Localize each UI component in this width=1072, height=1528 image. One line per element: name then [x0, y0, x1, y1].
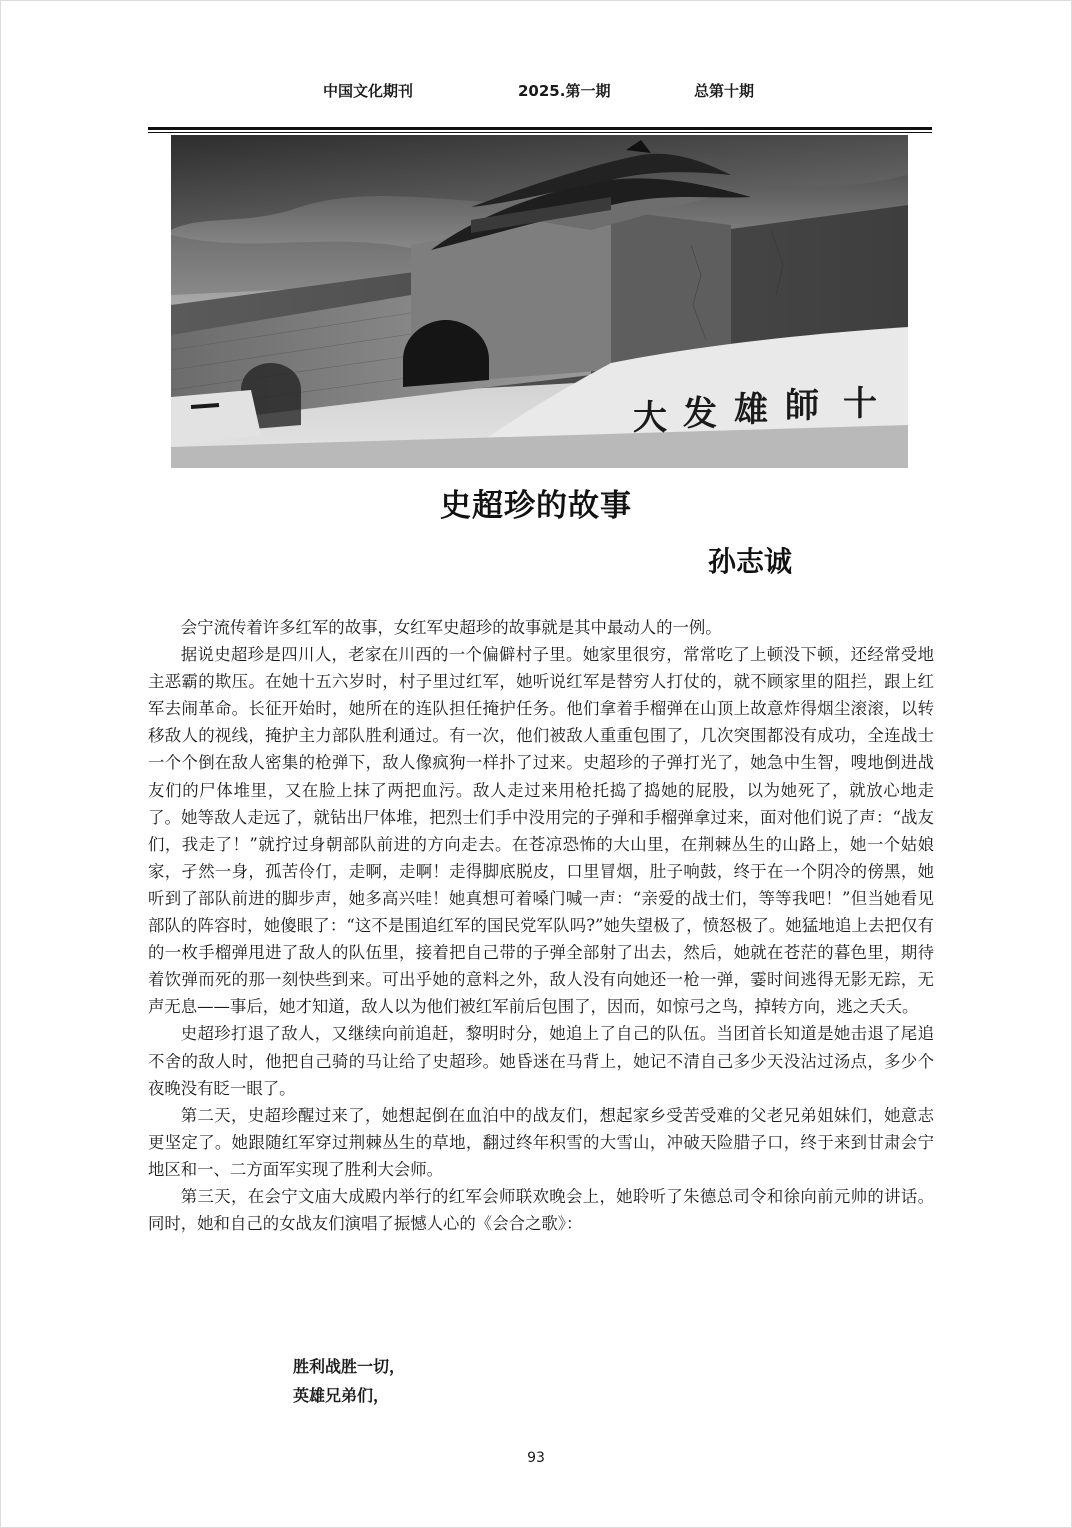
- article-author: 孙志诚: [708, 545, 793, 578]
- song-lyrics: [293, 1352, 405, 1410]
- issue-label: 2025.第一期: [518, 82, 611, 100]
- svg-text:十: 十: [843, 384, 877, 424]
- lyric-line: 英雄兄弟们，: [293, 1386, 390, 1405]
- paragraph: 第二天，史超珍醒过来了，她想起倒在血泊中的战友们，想起家乡受苦受难的父老兄弟姐妹们，她意志更坚定了。她跟随红军穿过荆棘丛生的草地，翻过终年积雪的大雪山，冲破天险腊子口，终于来到甘肃会宁地区和一、二方面军实现了胜利大会师。: [148, 1105, 934, 1179]
- paragraph: 据说史超珍是四川人，老家在川西的一个偏僻村子里。她家里很穷，常常吃了上顿没下顿，还经常受地主恶霸的欺压。在她十五六岁时，村子里过红军，她听说红军是替穷人打仗的，就不顾家里的阻拦，跟上红军去闹革命。长征开始时，她所在的连队担任掩护任务。他们拿着手榴弹在山顶上故意炸得烟尘滚滚，以转移敌人的视线，掩护主力部队胜利通过。有一次，他们被敌人重重包围了，几次突围都没有成功，全连战士一个个倒在敌人密集的枪弹下，敌人像疯狗一样扑了过来。史超珍的子弹打光了，她急中生智，嗖地倒进战友们的尸体堆里，又在脸上抹了两把血污。敌人走过来用枪托捣了捣她的屁股，以为她死了，就放心地走了。她等敌人走远了，就钻出尸体堆，把烈士们手中没用完的子弹和手榴弹拿过来，面对他们说了声：“战友们，我走了！”就拧过身朝部队前进的方向走去。在苍凉恐怖的大山里，在荆棘丛生的山路上，她一个姑娘家，孑然一身，孤苦伶仃，走啊，走啊！走得脚底脱皮，口里冒烟，肚子响鼓，终于在一个阴冷的傍黑，她听到了部队前进的脚步声，她多高兴哇！她真想可着嗓门喊一声：“亲爱的战士们，等等我吧！”但当她看见部队的阵容时，她傻眼了：“这不是围追红军的国民党军队吗?”她失望极了，愤怒极了。她猛地追上去把仅有的一枚手榴弹甩进了敌人的队伍里，接着把自己带的子弹全部射了出去，然后，她就在苍茫的暮色里，期待着饮弹而死的那一刻快些到来。可出乎她的意料之外，敌人没有向她还一枪一弹，霎时间逃得无影无踪，无声无息——事后，她才知道，敌人以为他们被红军前后包围了，因而，如惊弓之鸟，掉转方向，逃之夭夭。: [148, 645, 934, 1017]
- article-body: [148, 614, 934, 1237]
- header-rule-thin: [148, 132, 932, 133]
- svg-text:发: 发: [683, 394, 717, 434]
- svg-text:大: 大: [633, 398, 667, 438]
- paragraph: 会宁流传着许多红军的故事，女红军史超珍的故事就是其中最动人的一例。: [180, 618, 722, 637]
- journal-name: 中国文化期刊: [323, 82, 414, 100]
- svg-text:師: 師: [785, 386, 819, 426]
- article-title: 史超珍的故事: [440, 488, 632, 524]
- header-rule-thick: [148, 127, 932, 130]
- paragraph: 第三天，在会宁文庙大成殿内举行的红军会师联欢晚会上，她聆听了朱德总司令和徐向前元帅的讲话。同时，她和自己的女战友们演唱了振憾人心的《会合之歌》：: [148, 1186, 934, 1234]
- lyric-line: 胜利战胜一切，: [293, 1357, 406, 1376]
- svg-text:雄: 雄: [734, 390, 768, 430]
- paragraph: 史超珍打退了敌人，又继续向前追赶，黎明时分，她追上了自己的队伍。当团首长知道是她击退了尾追不舍的敌人时，他把自己骑的马让给了史超珍。她昏迷在马背上，她记不清自己多少天没沾过汤点，多少个夜晚没有眨一眼了。: [148, 1024, 934, 1098]
- historical-photo: [171, 135, 908, 468]
- running-header: [0, 80, 1072, 104]
- total-issue-label: 总第十期: [694, 82, 755, 100]
- page-number: 93: [527, 1450, 545, 1466]
